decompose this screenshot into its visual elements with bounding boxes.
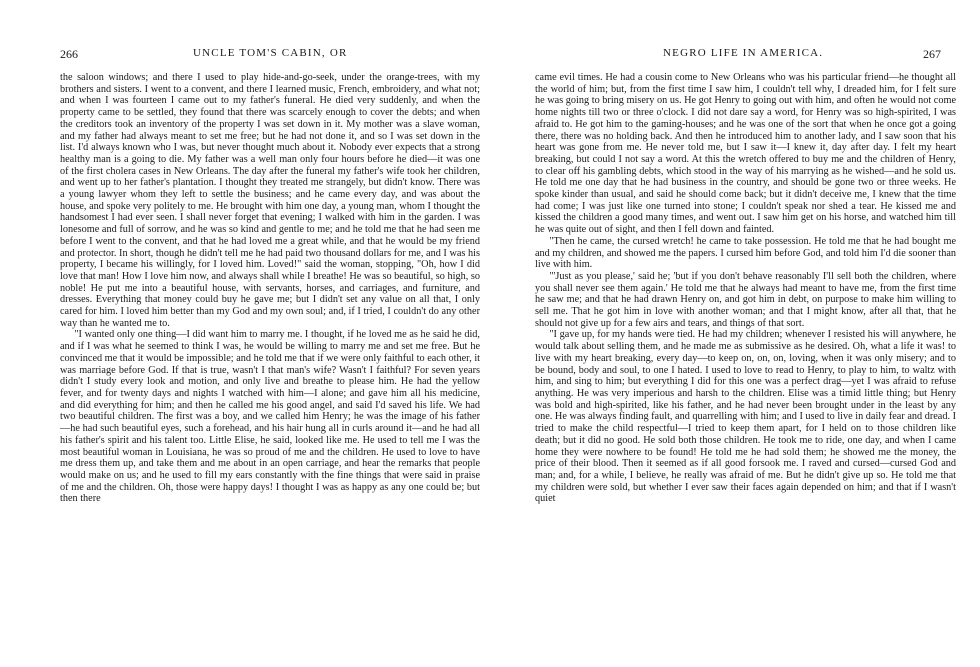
left-page-number: 266 <box>60 47 78 61</box>
right-paragraph: "Then he came, the cursed wretch! he came to take possession. He told me that he had bought me and my children, and showed me the papers. I cursed him before God, and told him I'd die sooner than live with him. <box>535 235 956 271</box>
left-body-text <box>60 72 480 505</box>
left-running-head: UNCLE TOM'S CABIN, OR <box>193 47 348 59</box>
right-paragraph: came evil times. He had a cousin come to New Orleans who was his particular friend—he thought all the world of him; but, from the first time I saw him, I couldn't tell why, I dreaded him, for I felt sure he was going to bring misery on us. He got Henry to going out with him, and often he would not come home nights till two or three o'clock. I did not dare say a word, for Henry was so high-spirited, I was afraid to. He got him to the gaming-houses; and he was one of the sort that when he once got a going there, there was no holding back. And then he introduced him to another lady, and I saw soon that his heart was gone from me. He never told me, but I saw it—I knew it, day after day. I felt my heart breaking, but could I not say a word. At this the wretch offered to buy me and the children of Henry, to clear off his gambling debts, which stood in the way of his marrying as he wished—and he sold us. He told me one day that he had business in the country, and should be gone two or three weeks. He spoke kinder than usual, and said he should come back; but it didn't deceive me, I knew that the time had come; I was just like one turned into stone; I couldn't speak nor shed a tear. He kissed me and kissed the children a good many times, and went out. I saw him get on his horse, and watched him till he was quite out of sight, and then I fell down and fainted. <box>535 72 956 236</box>
right-page-number: 267 <box>923 47 941 61</box>
right-paragraph: "'Just as you please,' said he; 'but if you don't behave reasonably I'll sell both the children, where you shall never see them again.' He told me that he always had meant to have me, from the first time he saw me; and that he had drawn Henry on, and got him in debt, on purpose to make him willing to sell me. That he got him in love with another woman; and that I might know, after all that, that he should not give up for a few airs and tears, and things of that sort. <box>535 270 956 329</box>
left-paragraph: the saloon windows; and there I used to play hide-and-go-seek, under the orange-trees, with my brothers and sisters. I went to a convent, and there I learned music, French, embroidery, and what not; and when I was fourteen I came out to my father's funeral. He died very suddenly, and when the property came to be settled, they found that there was scarcely enough to cover the debts; and when the creditors took an inventory of the property I was set down in it. My mother was a slave woman, and my father had always meant to set me free; but he had not done it, and so I was set down in the list. I'd always known who I was, but never thought much about it. Nobody ever expects that a strong healthy man is a going to die. My father was a well man only four hours before he died—it was one of the first cholera cases in New Orleans. The day after the funeral my father's wife took her children, and went up to her father's plantation. I thought they treated me strangely, but didn't know. There was a young lawyer whom they left to settle the business; and he came every day, and was about the house, and spoke very politely to me. He brought with him one day, a young man, whom I thought the handsomest I had ever seen. I shall never forget that evening; I walked with him in the garden. I was lonesome and full of sorrow, and he was so kind and gentle to me; and he told me that he had seen me before I went to the convent, and that he had loved me a great while, and that he would be my friend and protector. In short, though he didn't tell me he had paid two thousand dollars for me, and I was his property, I became his willingly, for I loved him. Loved!" said the woman, stopping, "Oh, how I did love that man! How I love him now, and always shall while I breathe! He was so beautiful, so high, so noble! He put me into a beautiful house, with servants, horses, and carriages, and furniture, and dresses. Everything that money could buy he gave me; but I didn't set any value on all that, I only cared for him. I loved him better than my God and my own soul; and, if I tried, I couldn't do any other way than he wanted me to. <box>60 72 480 329</box>
right-page <box>490 0 980 667</box>
right-body-text <box>535 72 956 505</box>
right-paragraph: "I gave up, for my hands were tied. He had my children; whenever I resisted his will anywhere, he would talk about selling them, and he made me as submissive as he desired. Oh, what a life it was! to live with my heart breaking, every day—to keep on, on, on, loving, when it was only misery; and to be bound, body and soul, to one I hated. I used to love to read to Henry, to play to him, to waltz with him, and sing to him; but everything I did for this one was a perfect drag—yet I was afraid to refuse anything. He was very imperious and harsh to the children. Elise was a timid little thing; but Henry was bold and high-spirited, like his father, and he had never been brought under in the least by any one. He was always finding fault, and quarrelling with him; and I used to live in daily fear and dread. I tried to make the child respectful—I tried to keep them apart, for I held on to those children like death; but it did no good. He sold both those children. He took me to ride, one day, and when I came home they were nowhere to be found! He told me he had sold them; he showed me the money, the price of their blood. Then it seemed as if all good forsook me. I raved and cursed—cursed God and man; and, for a while, I believe, he really was afraid of me. But he didn't give up so. He told me that my children were sold, but whether I ever saw their faces again depended on him; and that if I wasn't quiet <box>535 329 956 505</box>
left-paragraph: "I wanted only one thing—I did want him to marry me. I thought, if he loved me as he said he did, and if I was what he seemed to think I was, he would be willing to marry me and set me free. But he convinced me that it would be impossible; and he told me that if we were only faithful to each other, it was marriage before God. If that is true, wasn't I that man's wife? Wasn't I faithful? For seven years didn't I study every look and motion, and only live and breathe to please him. He had the yellow fever, and for twenty days and nights I watched with him—I alone; and gave him all his medicine, and did everything for him; and then he called me his good angel, and said I'd saved his life. We had two beautiful children. The first was a boy, and we called him Henry; he was the image of his father—he had such beautiful eyes, such a forehead, and his hair hung all in curls around it—and he had all his father's spirit and his talent too. Little Elise, he said, looked like me. He used to tell me I was the most beautiful woman in Louisiana, he was so proud of me and the children. He used to love to have me dress them up, and take them and me about in an open carriage, and hear the remarks that people would make on us; and he used to fill my ears constantly with the fine things that were said in praise of me and the children. Oh, those were happy days! I thought I was as happy as any one could be; but then there <box>60 329 481 505</box>
right-running-head: NEGRO LIFE IN AMERICA. <box>663 47 824 59</box>
